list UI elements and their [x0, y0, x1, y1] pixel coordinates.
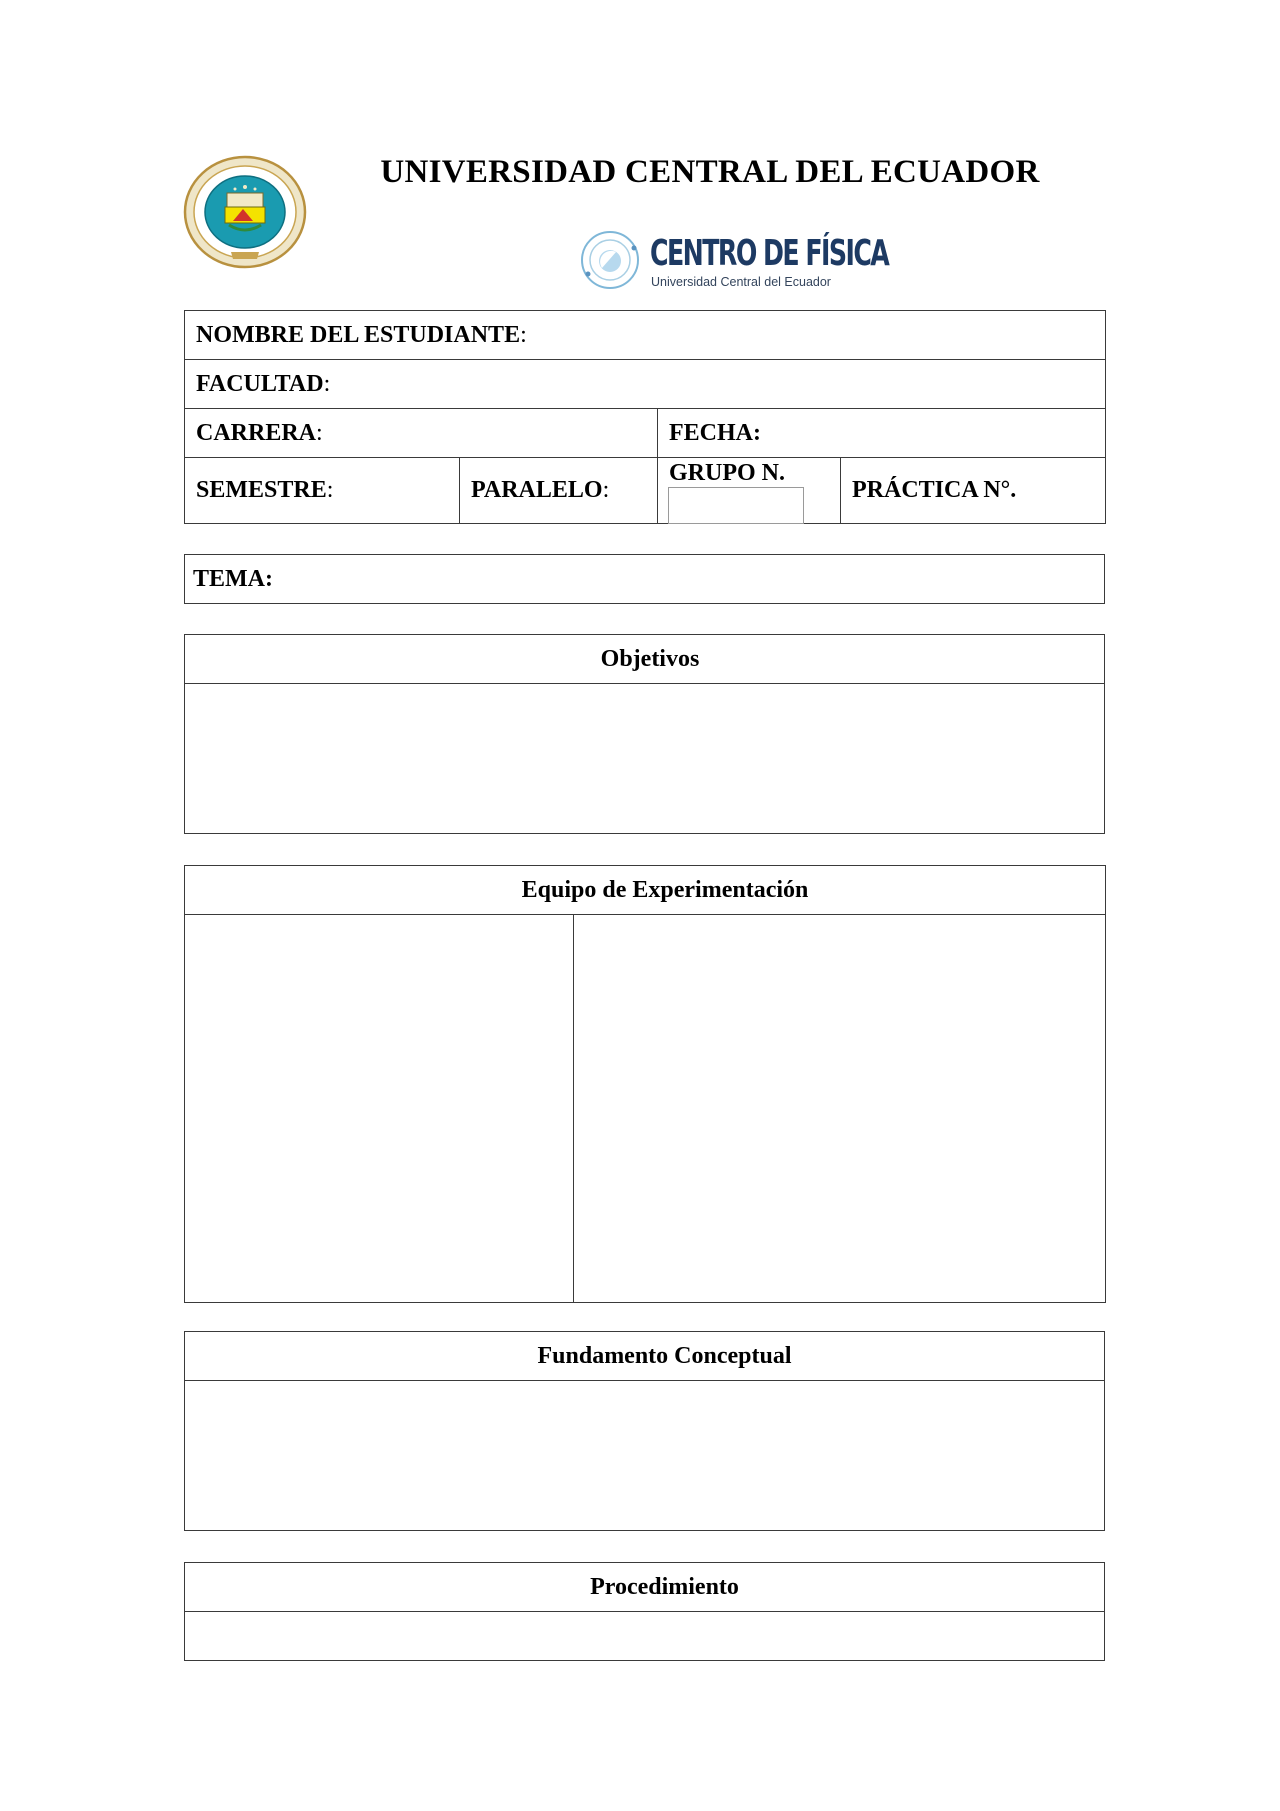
- objectives-section: [184, 634, 1105, 834]
- centre-subtitle: Universidad Central del Ecuador: [651, 275, 831, 289]
- semester-label: SEMESTRE: [196, 477, 327, 503]
- topic-table: [184, 554, 1105, 604]
- procedure-content-area[interactable]: [185, 1612, 1105, 1661]
- atom-icon: [578, 228, 642, 292]
- equipment-section: [184, 865, 1106, 1303]
- faculty-field[interactable]: FACULTAD:: [185, 360, 1106, 409]
- conceptual-foundation-content-area[interactable]: [185, 1381, 1105, 1531]
- date-field[interactable]: [658, 409, 1106, 458]
- university-seal-logo: [183, 155, 307, 269]
- objectives-content-area[interactable]: [185, 684, 1105, 834]
- procedure-heading: Procedimiento: [185, 1563, 1105, 1612]
- equipment-heading: Equipo de Experimentación: [185, 866, 1106, 915]
- group-cell: [658, 458, 841, 524]
- equipment-image-area[interactable]: [574, 915, 1106, 1303]
- date-label: FECHA:: [669, 419, 761, 446]
- topic-label: TEMA:: [193, 565, 273, 592]
- topic-field[interactable]: [185, 555, 1105, 604]
- conceptual-foundation-section: [184, 1331, 1105, 1531]
- faculty-label: FACULTAD: [196, 370, 324, 397]
- group-input-box[interactable]: [668, 487, 804, 524]
- centro-de-fisica-logo: [578, 225, 889, 295]
- career-label: CARRERA: [196, 419, 316, 446]
- objectives-heading: Objetivos: [185, 635, 1105, 684]
- conceptual-foundation-heading: Fundamento Conceptual: [185, 1332, 1105, 1381]
- centre-name: CENTRO DE FÍSICA: [650, 233, 889, 274]
- career-field[interactable]: CARRERA:: [185, 409, 658, 458]
- university-title: UNIVERSIDAD CENTRAL DEL ECUADOR: [380, 154, 1040, 190]
- group-label: GRUPO N.: [669, 460, 785, 486]
- student-info-table: [184, 310, 1106, 524]
- parallel-label: PARALELO: [471, 477, 603, 503]
- student-name-field[interactable]: NOMBRE DEL ESTUDIANTE:: [185, 311, 1106, 360]
- semester-field[interactable]: SEMESTRE:: [185, 458, 460, 524]
- practice-number-field[interactable]: [841, 458, 1106, 524]
- parallel-field[interactable]: PARALELO:: [460, 458, 658, 524]
- procedure-section: [184, 1562, 1105, 1661]
- student-name-label: NOMBRE DEL ESTUDIANTE: [196, 321, 521, 348]
- equipment-list-area[interactable]: [185, 915, 574, 1303]
- practice-label: PRÁCTICA N°.: [852, 477, 1017, 503]
